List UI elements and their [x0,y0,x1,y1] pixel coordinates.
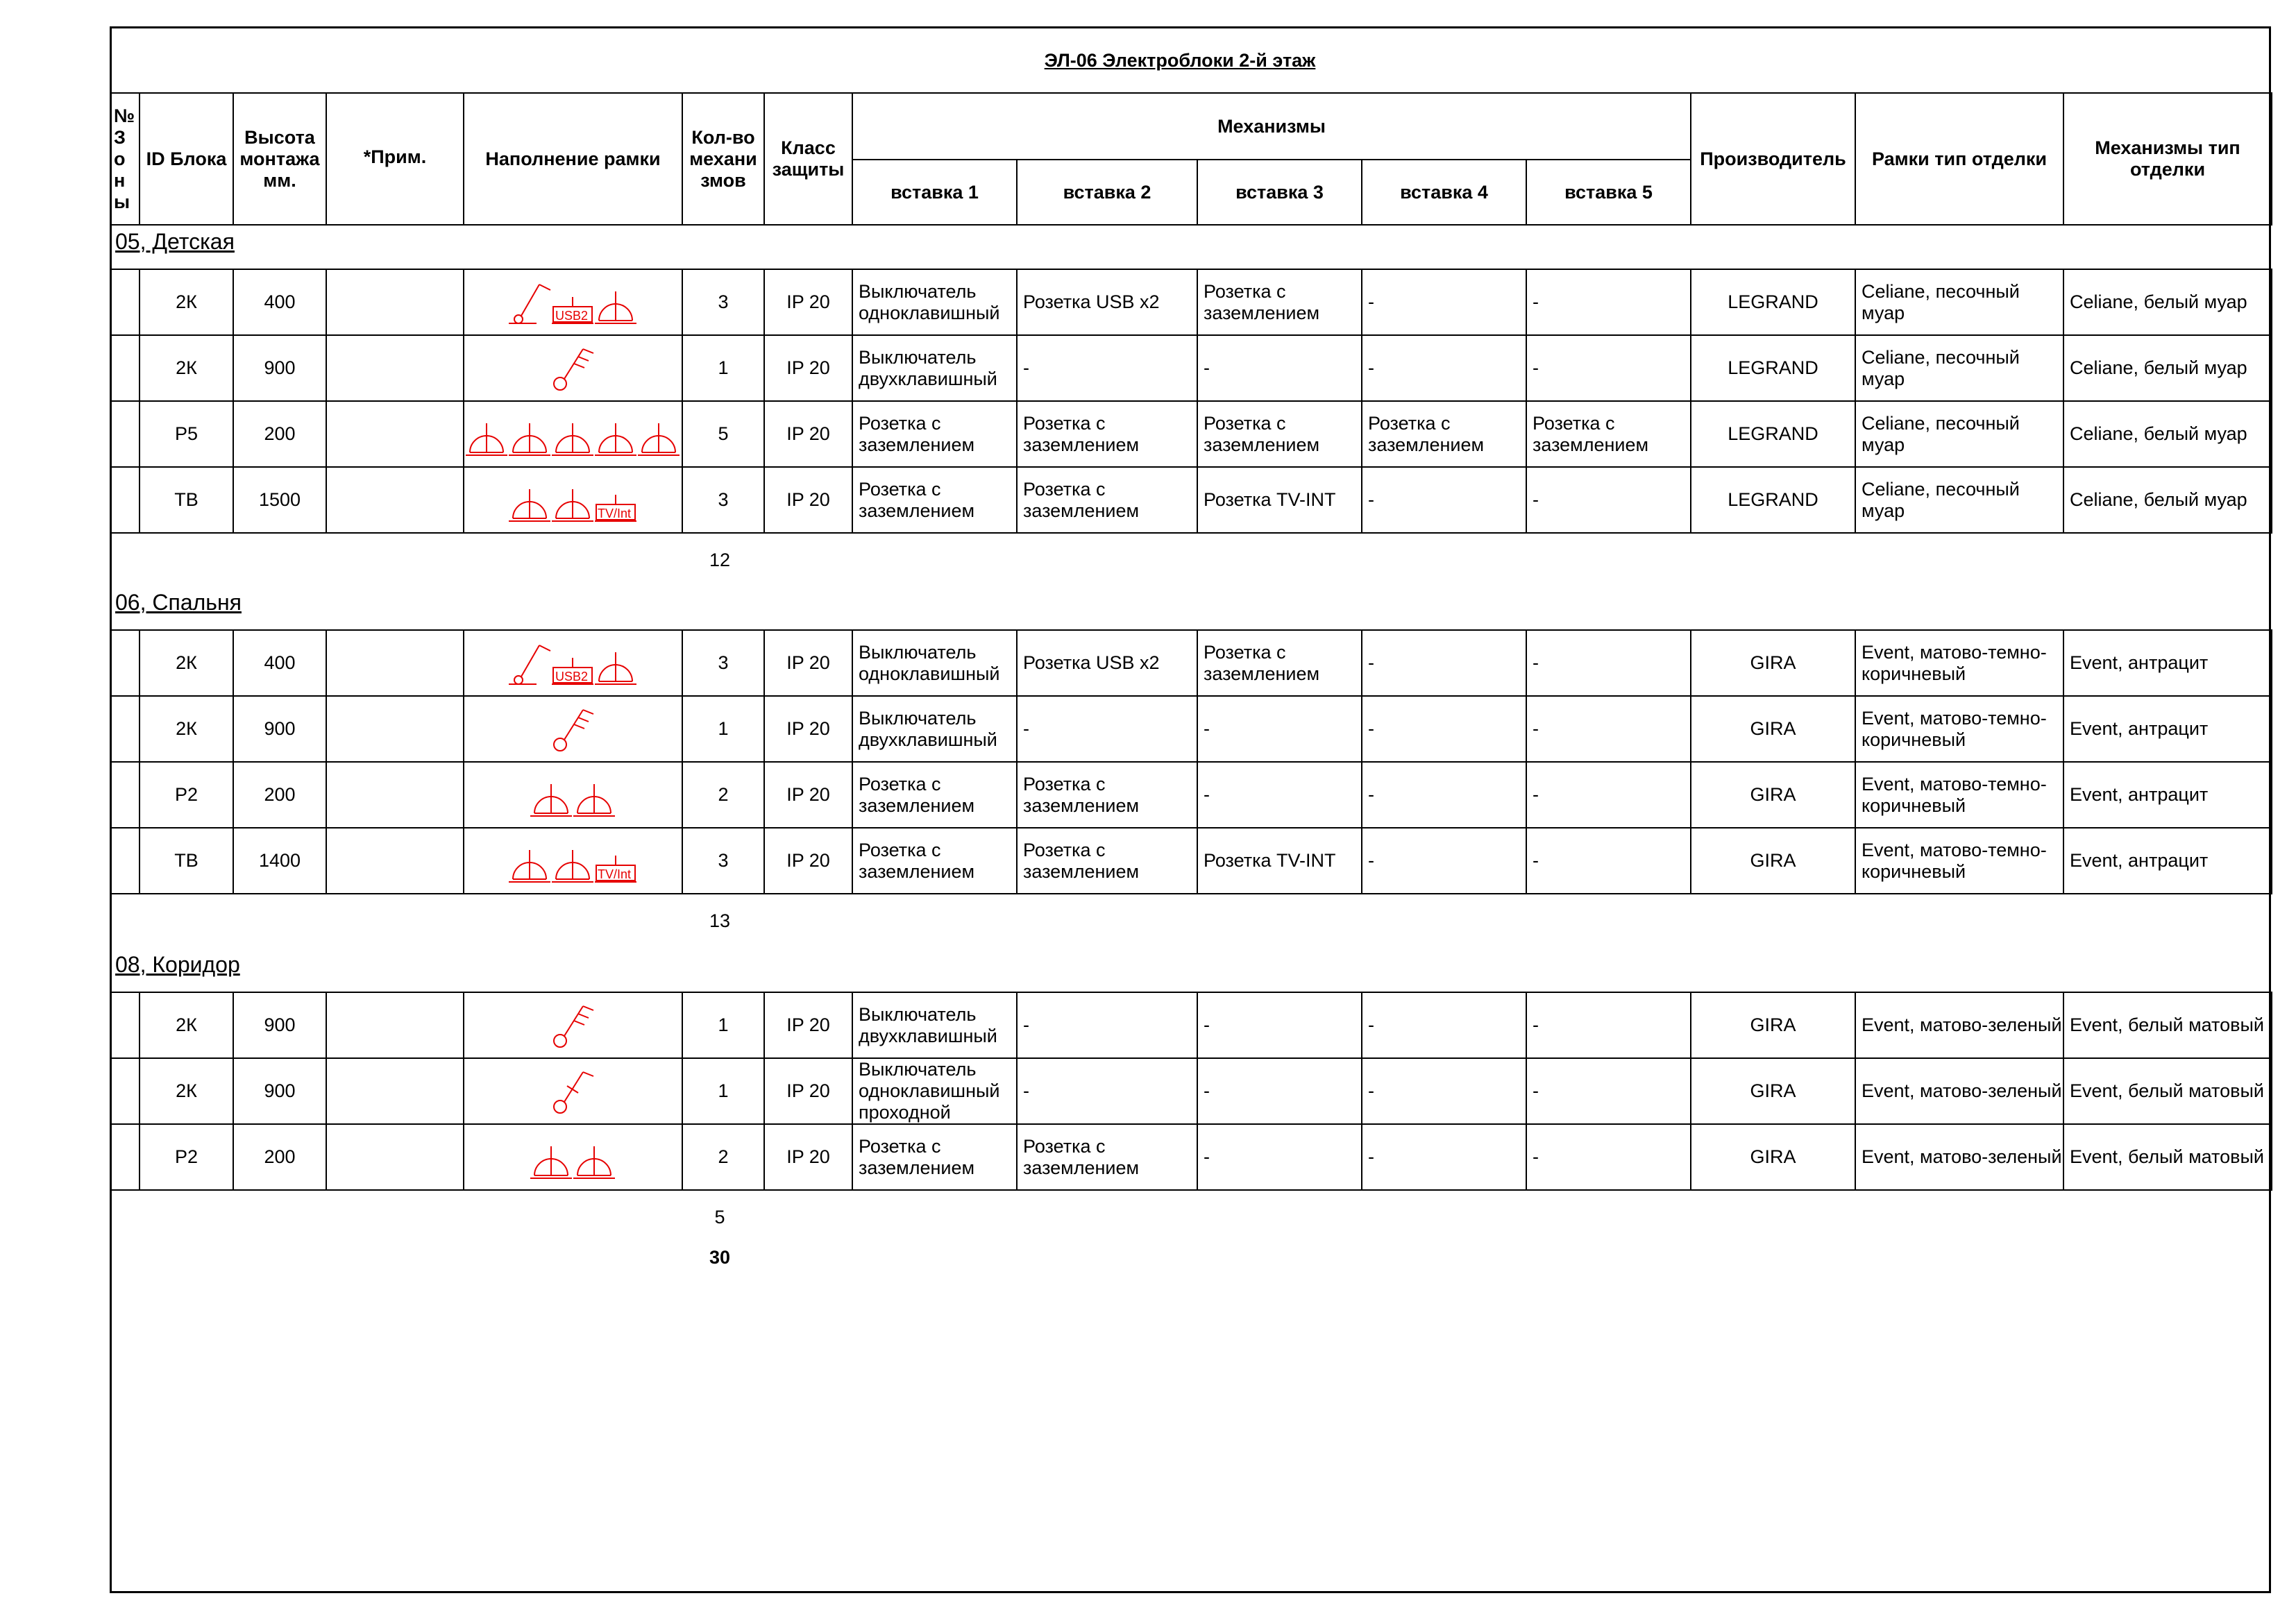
height-cell: 400 [233,269,326,335]
mech-finish-header: Механизмы тип отделки [2063,93,2272,225]
frame-fill-cell [464,335,682,401]
manufacturer-cell: LEGRAND [1691,401,1855,467]
zone-total: 13 [709,910,731,931]
insert-3-cell: - [1197,335,1362,401]
zone-table [110,269,2272,534]
insert-1-cell: Розетка с заземлением [852,401,1017,467]
table-row [110,696,2272,762]
block-id-cell: 2К [140,992,233,1058]
insert-1-cell: Выключатель двухклавишный [852,335,1017,401]
height-cell: 1400 [233,828,326,894]
insert-1-cell: Выключатель одноклавишный проходной [852,1058,1017,1124]
protection-cell: IP 20 [764,1058,852,1124]
protection-cell: IP 20 [764,269,852,335]
frame-finish-cell: Event, матово-зеленый [1855,992,2063,1058]
height-cell: 900 [233,335,326,401]
table-row [110,335,2272,401]
insert-5-cell: - [1526,630,1691,696]
manufacturer-cell: GIRA [1691,696,1855,762]
insert-3-cell: - [1197,762,1362,828]
zone-number-cell [110,992,140,1058]
height-header: Высота монтажа мм. [233,93,326,225]
frame-finish-cell: Event, матово-зеленый [1855,1058,2063,1124]
block-id-cell: 2К [140,269,233,335]
frame-fill-cell [464,467,682,533]
mech-count-cell: 3 [682,630,764,696]
insert-3-cell: - [1197,992,1362,1058]
manufacturer-cell: GIRA [1691,828,1855,894]
mech-count-cell: 5 [682,401,764,467]
frame-finish-cell: Event, матово-темно-коричневый [1855,696,2063,762]
insert-2-cell: - [1017,992,1197,1058]
insert-3-cell: - [1197,1124,1362,1190]
height-cell: 200 [233,762,326,828]
protection-cell: IP 20 [764,467,852,533]
insert-3-cell: - [1197,696,1362,762]
mech-finish-cell: Celiane, белый муар [2063,335,2272,401]
insert-5-cell: - [1526,1058,1691,1124]
insert-1-header: вставка 1 [852,160,1017,225]
mech-finish-cell: Event, белый матовый [2063,992,2272,1058]
block-id-cell: 2К [140,696,233,762]
mechanisms-header: Механизмы [852,93,1691,160]
table-row [110,1124,2272,1190]
zone-number-cell [110,335,140,401]
insert-5-cell: - [1526,335,1691,401]
insert-3-cell: Розетка TV-INT [1197,467,1362,533]
manufacturer-cell: LEGRAND [1691,269,1855,335]
height-cell: 200 [233,1124,326,1190]
protection-cell: IP 20 [764,335,852,401]
insert-1-cell: Розетка с заземлением [852,1124,1017,1190]
mech-finish-cell: Celiane, белый муар [2063,269,2272,335]
height-cell: 200 [233,401,326,467]
insert-1-cell: Выключатель двухклавишный [852,992,1017,1058]
frame-fill-cell [464,401,682,467]
insert-3-header: вставка 3 [1197,160,1362,225]
zone-number-cell [110,1124,140,1190]
frame-finish-cell: Celiane, песочный муар [1855,269,2063,335]
frame-finish-cell: Celiane, песочный муар [1855,335,2063,401]
table-row [110,467,2272,533]
zone-number-cell [110,696,140,762]
protection-cell: IP 20 [764,401,852,467]
frame-fill-symbols [466,407,681,462]
document-title: ЭЛ-06 Электроблоки 2-й этаж [1044,50,1316,71]
zone-number-cell [110,762,140,828]
insert-1-cell: Выключатель двухклавишный [852,696,1017,762]
height-cell: 900 [233,696,326,762]
protection-cell: IP 20 [764,630,852,696]
insert-4-header: вставка 4 [1362,160,1526,225]
manufacturer-cell: GIRA [1691,1124,1855,1190]
note-cell [326,467,464,533]
manufacturer-cell: GIRA [1691,762,1855,828]
frame-fill-symbols [530,767,616,823]
protection-cell: IP 20 [764,1124,852,1190]
grand-total: 30 [709,1247,731,1268]
mech-count-cell: 3 [682,828,764,894]
insert-2-cell: Розетка с заземлением [1017,467,1197,533]
mech-finish-cell: Event, антрацит [2063,762,2272,828]
insert-2-cell: Розетка с заземлением [1017,828,1197,894]
zone-number-cell [110,401,140,467]
block-id-cell: 2К [140,630,233,696]
protection-cell: IP 20 [764,992,852,1058]
frame-finish-cell: Celiane, песочный муар [1855,401,2063,467]
insert-1-cell: Выключатель одноклавишный [852,269,1017,335]
block-id-header: ID Блока [140,93,233,225]
insert-4-cell: Розетка с заземлением [1362,401,1526,467]
zone-title: 05, Детская [115,229,235,254]
insert-1-cell: Розетка с заземлением [852,828,1017,894]
insert-4-cell: - [1362,992,1526,1058]
mech-count-cell: 2 [682,1124,764,1190]
insert-2-cell: - [1017,1058,1197,1124]
insert-2-cell: - [1017,335,1197,401]
usb-label: USB2 [555,669,588,683]
note-cell [326,696,464,762]
frame-fill-header: Наполнение рамки [464,93,682,225]
insert-4-cell: - [1362,762,1526,828]
tv-label: TV/Int [597,867,631,881]
insert-5-cell: - [1526,1124,1691,1190]
insert-5-cell: - [1526,467,1691,533]
insert-1-cell: Розетка с заземлением [852,467,1017,533]
zone-table [110,992,2272,1191]
frame-finish-cell: Celiane, песочный муар [1855,467,2063,533]
insert-4-cell: - [1362,1058,1526,1124]
block-id-cell: Р2 [140,762,233,828]
mech-finish-cell: Celiane, белый муар [2063,401,2272,467]
frame-fill-cell [464,696,682,762]
mech-count-cell: 1 [682,335,764,401]
frame-fill-cell [464,762,682,828]
zone-total: 5 [714,1207,725,1227]
insert-5-cell: - [1526,828,1691,894]
height-cell: 400 [233,630,326,696]
protection-cell: IP 20 [764,696,852,762]
table-row [110,828,2272,894]
insert-2-cell: Розетка с заземлением [1017,1124,1197,1190]
block-id-cell: ТВ [140,467,233,533]
note-cell [326,828,464,894]
manufacturer-header: Производитель [1691,93,1855,225]
insert-4-cell: - [1362,828,1526,894]
table-row [110,630,2272,696]
table-row [110,269,2272,335]
mech-finish-cell: Event, белый матовый [2063,1124,2272,1190]
frame-fill-symbols [552,1064,595,1119]
zone-number-cell [110,467,140,533]
manufacturer-cell: GIRA [1691,1058,1855,1124]
table-row [110,1058,2272,1124]
frame-finish-cell: Event, матово-темно-коричневый [1855,828,2063,894]
manufacturer-cell: LEGRAND [1691,467,1855,533]
insert-4-cell: - [1362,269,1526,335]
note-cell [326,630,464,696]
insert-3-cell: Розетка TV-INT [1197,828,1362,894]
frame-fill-cell [464,1124,682,1190]
table-row [110,992,2272,1058]
manufacturer-cell: GIRA [1691,630,1855,696]
insert-5-cell: Розетка с заземлением [1526,401,1691,467]
frame-fill-cell [464,630,682,696]
mech-count-cell: 1 [682,696,764,762]
protection-cell: IP 20 [764,762,852,828]
mech-finish-cell: Event, белый матовый [2063,1058,2272,1124]
mech-finish-cell: Event, антрацит [2063,696,2272,762]
frame-finish-cell: Event, матово-темно-коричневый [1855,630,2063,696]
mech-finish-cell: Celiane, белый муар [2063,467,2272,533]
insert-3-cell: Розетка с заземлением [1197,269,1362,335]
manufacturer-cell: LEGRAND [1691,335,1855,401]
zone-number-cell [110,630,140,696]
insert-3-cell: Розетка с заземлением [1197,401,1362,467]
insert-2-cell: Розетка с заземлением [1017,401,1197,467]
protection-cell: IP 20 [764,828,852,894]
mech-count-cell: 1 [682,992,764,1058]
mech-finish-cell: Event, антрацит [2063,828,2272,894]
frame-finish-header: Рамки тип отделки [1855,93,2063,225]
note-cell [326,1124,464,1190]
insert-4-cell: - [1362,696,1526,762]
insert-1-cell: Выключатель одноклавишный [852,630,1017,696]
height-cell: 900 [233,992,326,1058]
insert-2-cell: - [1017,696,1197,762]
block-id-cell: Р5 [140,401,233,467]
zone-total: 12 [709,550,731,570]
insert-2-header: вставка 2 [1017,160,1197,225]
insert-4-cell: - [1362,630,1526,696]
mech-count-cell: 2 [682,762,764,828]
insert-3-cell: - [1197,1058,1362,1124]
insert-4-cell: - [1362,335,1526,401]
zone-title: 08, Коридор [115,952,240,977]
frame-fill-symbols [509,833,638,889]
note-cell [326,401,464,467]
insert-5-header: вставка 5 [1526,160,1691,225]
height-cell: 900 [233,1058,326,1124]
zone-number-cell [110,828,140,894]
insert-1-cell: Розетка с заземлением [852,762,1017,828]
frame-finish-cell: Event, матово-темно-коричневый [1855,762,2063,828]
insert-5-cell: - [1526,696,1691,762]
note-cell [326,762,464,828]
frame-fill-symbols [509,473,638,528]
insert-4-cell: - [1362,1124,1526,1190]
frame-fill-symbols [552,998,595,1053]
insert-2-cell: Розетка USB x2 [1017,630,1197,696]
mech-count-cell: 3 [682,467,764,533]
insert-4-cell: - [1362,467,1526,533]
tv-label: TV/Int [597,506,631,520]
mech-finish-cell: Event, антрацит [2063,630,2272,696]
zone-number-cell [110,269,140,335]
frame-fill-cell [464,828,682,894]
manufacturer-cell: GIRA [1691,992,1855,1058]
zone-number-cell [110,1058,140,1124]
block-id-cell: Р2 [140,1124,233,1190]
block-id-cell: ТВ [140,828,233,894]
insert-5-cell: - [1526,992,1691,1058]
insert-3-cell: Розетка с заземлением [1197,630,1362,696]
frame-fill-cell [464,992,682,1058]
insert-2-cell: Розетка USB x2 [1017,269,1197,335]
frame-fill-cell [464,1058,682,1124]
note-cell [326,335,464,401]
block-id-cell: 2К [140,1058,233,1124]
zone-title: 06, Спальня [115,590,242,615]
zone-table [110,629,2272,894]
protection-header: Класс защиты [764,93,852,225]
note-cell [326,1058,464,1124]
header-table [110,92,2272,226]
note-cell [326,992,464,1058]
frame-fill-symbols [509,275,638,330]
insert-5-cell: - [1526,762,1691,828]
note-header: *Прим. [326,93,464,225]
table-row [110,762,2272,828]
frame-fill-cell [464,269,682,335]
table-row [110,401,2272,467]
mech-count-cell: 1 [682,1058,764,1124]
insert-5-cell: - [1526,269,1691,335]
mech-count-header: Кол-во механи змов [682,93,764,225]
mech-count-cell: 3 [682,269,764,335]
usb-label: USB2 [555,308,588,323]
insert-2-cell: Розетка с заземлением [1017,762,1197,828]
height-cell: 1500 [233,467,326,533]
block-id-cell: 2К [140,335,233,401]
frame-finish-cell: Event, матово-зеленый [1855,1124,2063,1190]
frame-fill-symbols [509,636,638,691]
frame-fill-symbols [530,1130,616,1185]
zone-number-header: № З о н ы [110,93,140,225]
frame-fill-symbols [552,341,595,396]
note-cell [326,269,464,335]
frame-fill-symbols [552,702,595,757]
